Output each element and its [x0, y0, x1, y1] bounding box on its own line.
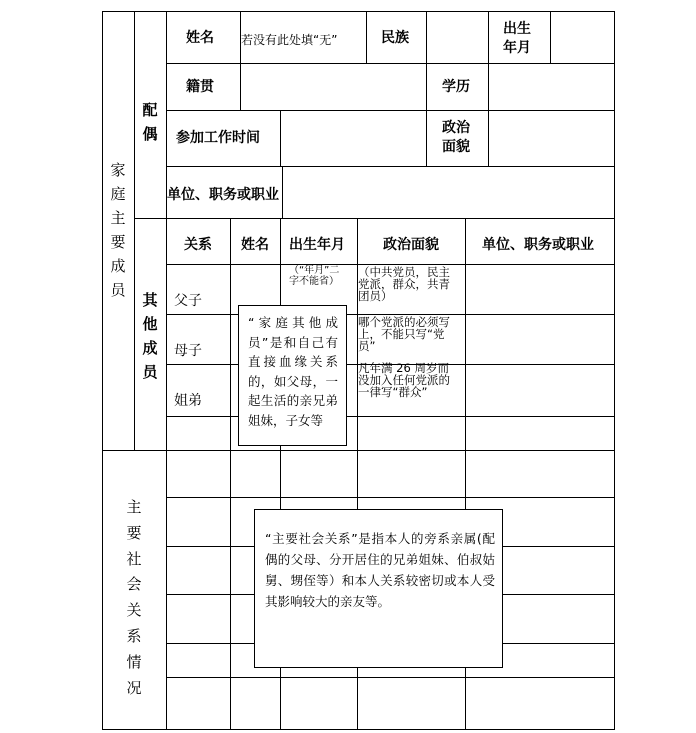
education-label: 学历 — [442, 79, 470, 95]
header-relation: 关系 — [184, 237, 212, 253]
spouse-label: 配偶 — [142, 101, 158, 143]
birth-month-note: （“年月”二字不能省） — [289, 265, 340, 287]
social-relation-note-box — [254, 509, 503, 668]
header-name: 姓名 — [241, 237, 269, 253]
political-note-3: 凡年满 26 周岁而没加入任何党派的一律写“群众” — [358, 361, 450, 400]
social-relations-label: 主要社会关系情况 — [126, 498, 142, 697]
header-political-status: 政治面貌 — [383, 237, 439, 253]
relation-mother: 母子 — [174, 343, 202, 359]
unit-position-label: 单位、职务或职业 — [167, 187, 279, 203]
ethnicity-label: 民族 — [381, 30, 409, 46]
political-status-label: 政治面貌 — [442, 120, 470, 155]
work-start-label: 参加工作时间 — [176, 130, 260, 146]
native-place-label: 籍贯 — [186, 79, 214, 95]
family-member-note-box — [238, 305, 347, 446]
relation-father: 父子 — [174, 293, 202, 309]
spouse-name-label: 姓名 — [186, 30, 214, 46]
family-members-label: 家庭主要成员 — [110, 161, 126, 299]
spouse-name-value[interactable]: 若没有此处填“无” — [241, 33, 338, 47]
social-relation-note-text: “主要社会关系”是指本人的旁系亲属(配偶的父母、分开居住的兄弟姐妹、伯叔姑舅、甥侄等）和本人关系较密切或本人受其影响较大的亲友等。 — [265, 531, 495, 609]
header-unit-position: 单位、职务或职业 — [482, 237, 594, 253]
header-birth-month: 出生年月 — [289, 237, 345, 253]
other-members-label: 其他成员 — [142, 291, 158, 381]
family-member-note-text: “家庭其他成员”是和自己有直接血缘关系的，如父母，一起生活的亲兄弟姐妹，子女等 — [248, 315, 338, 428]
birth-month-label: 出生年月 — [503, 21, 531, 56]
political-note-2: 哪个党派的必须写上，不能只写“党员” — [358, 315, 450, 354]
political-note-1: （中共党员，民主党派，群众，共青团员） — [358, 265, 450, 304]
relation-sibling: 姐弟 — [174, 393, 202, 409]
